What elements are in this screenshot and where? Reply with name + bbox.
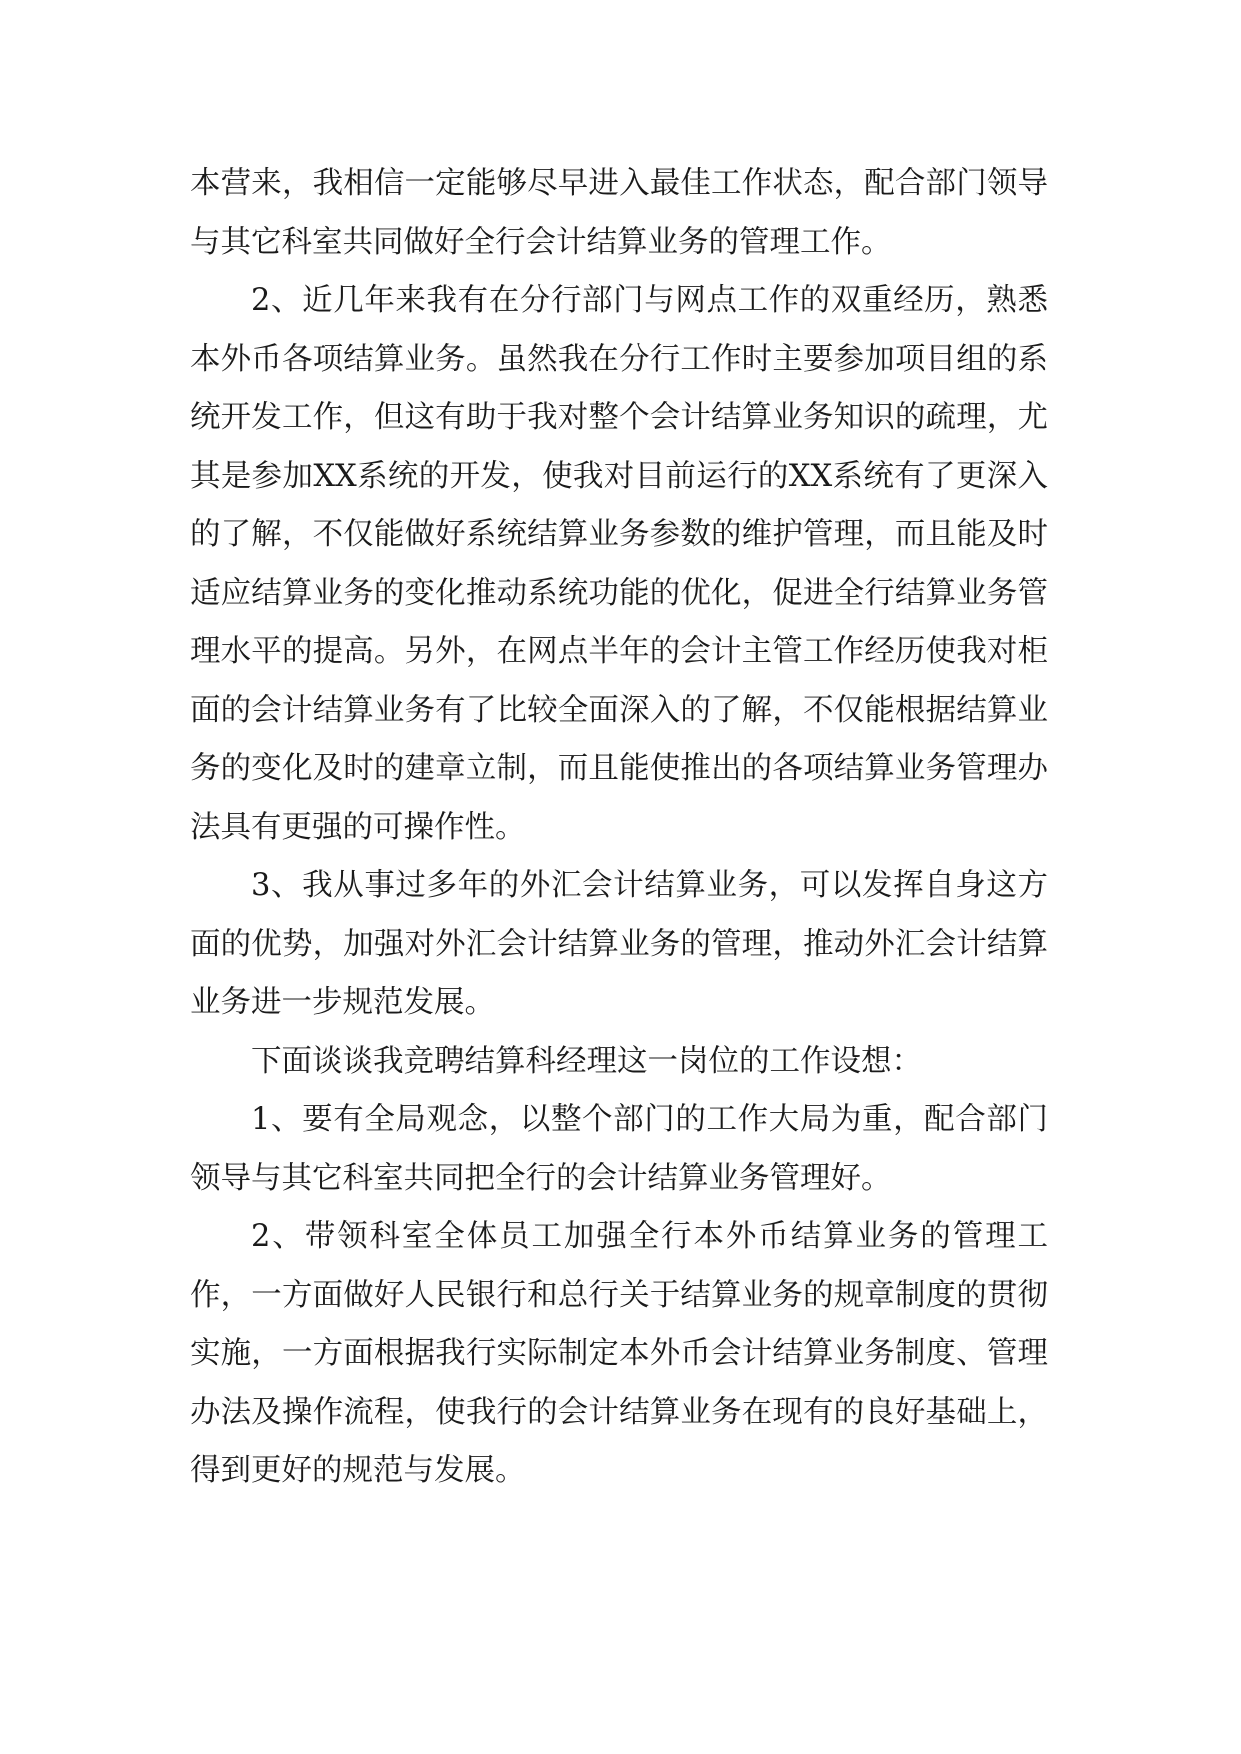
paragraph-continuation: 本营来，我相信一定能够尽早进入最佳工作状态，配合部门领导与其它科室共同做好全行会计结算业务的管理工作。	[190, 166, 1048, 260]
paragraph-plan-1: 1、要有全局观念，以整个部门的工作大局为重，配合部门领导与其它科室共同把全行的会计结算业务管理好。	[190, 1102, 1048, 1196]
document-body	[190, 155, 1048, 1501]
paragraph-qualification-3: 3、我从事过多年的外汇会计结算业务，可以发挥自身这方面的优势，加强对外汇会计结算业务的管理，推动外汇会计结算业务进一步规范发展。	[190, 868, 1048, 1020]
paragraph-qualification-2: 2、近几年来我有在分行部门与网点工作的双重经历，熟悉本外币各项结算业务。虽然我在分行工作时主要参加项目组的系统开发工作，但这有助于我对整个会计结算业务知识的疏理，尤其是参加XX系统的开发，使我对目前运行的XX系统有了更深入的了解，不仅能做好系统结算业务参数的维护管理，而且能及时适应结算业务的变化推动系统功能的优化，促进全行结算业务管理水平的提高。另外，在网点半年的会计主管工作经历使我对柜面的会计结算业务有了比较全面深入的了解，不仅能根据结算业务的变化及时的建章立制，而且能使推出的各项结算业务管理办法具有更强的可操作性。	[190, 283, 1048, 845]
paragraph-plan-intro: 下面谈谈我竞聘结算科经理这一岗位的工作设想：	[251, 1043, 922, 1079]
paragraph-plan-2: 2、带领科室全体员工加强全行本外币结算业务的管理工作，一方面做好人民银行和总行关于结算业务的规章制度的贯彻实施，一方面根据我行实际制定本外币会计结算业务制度、管理办法及操作流程，使我行的会计结算业务在现有的良好基础上，得到更好的规范与发展。	[190, 1219, 1048, 1488]
